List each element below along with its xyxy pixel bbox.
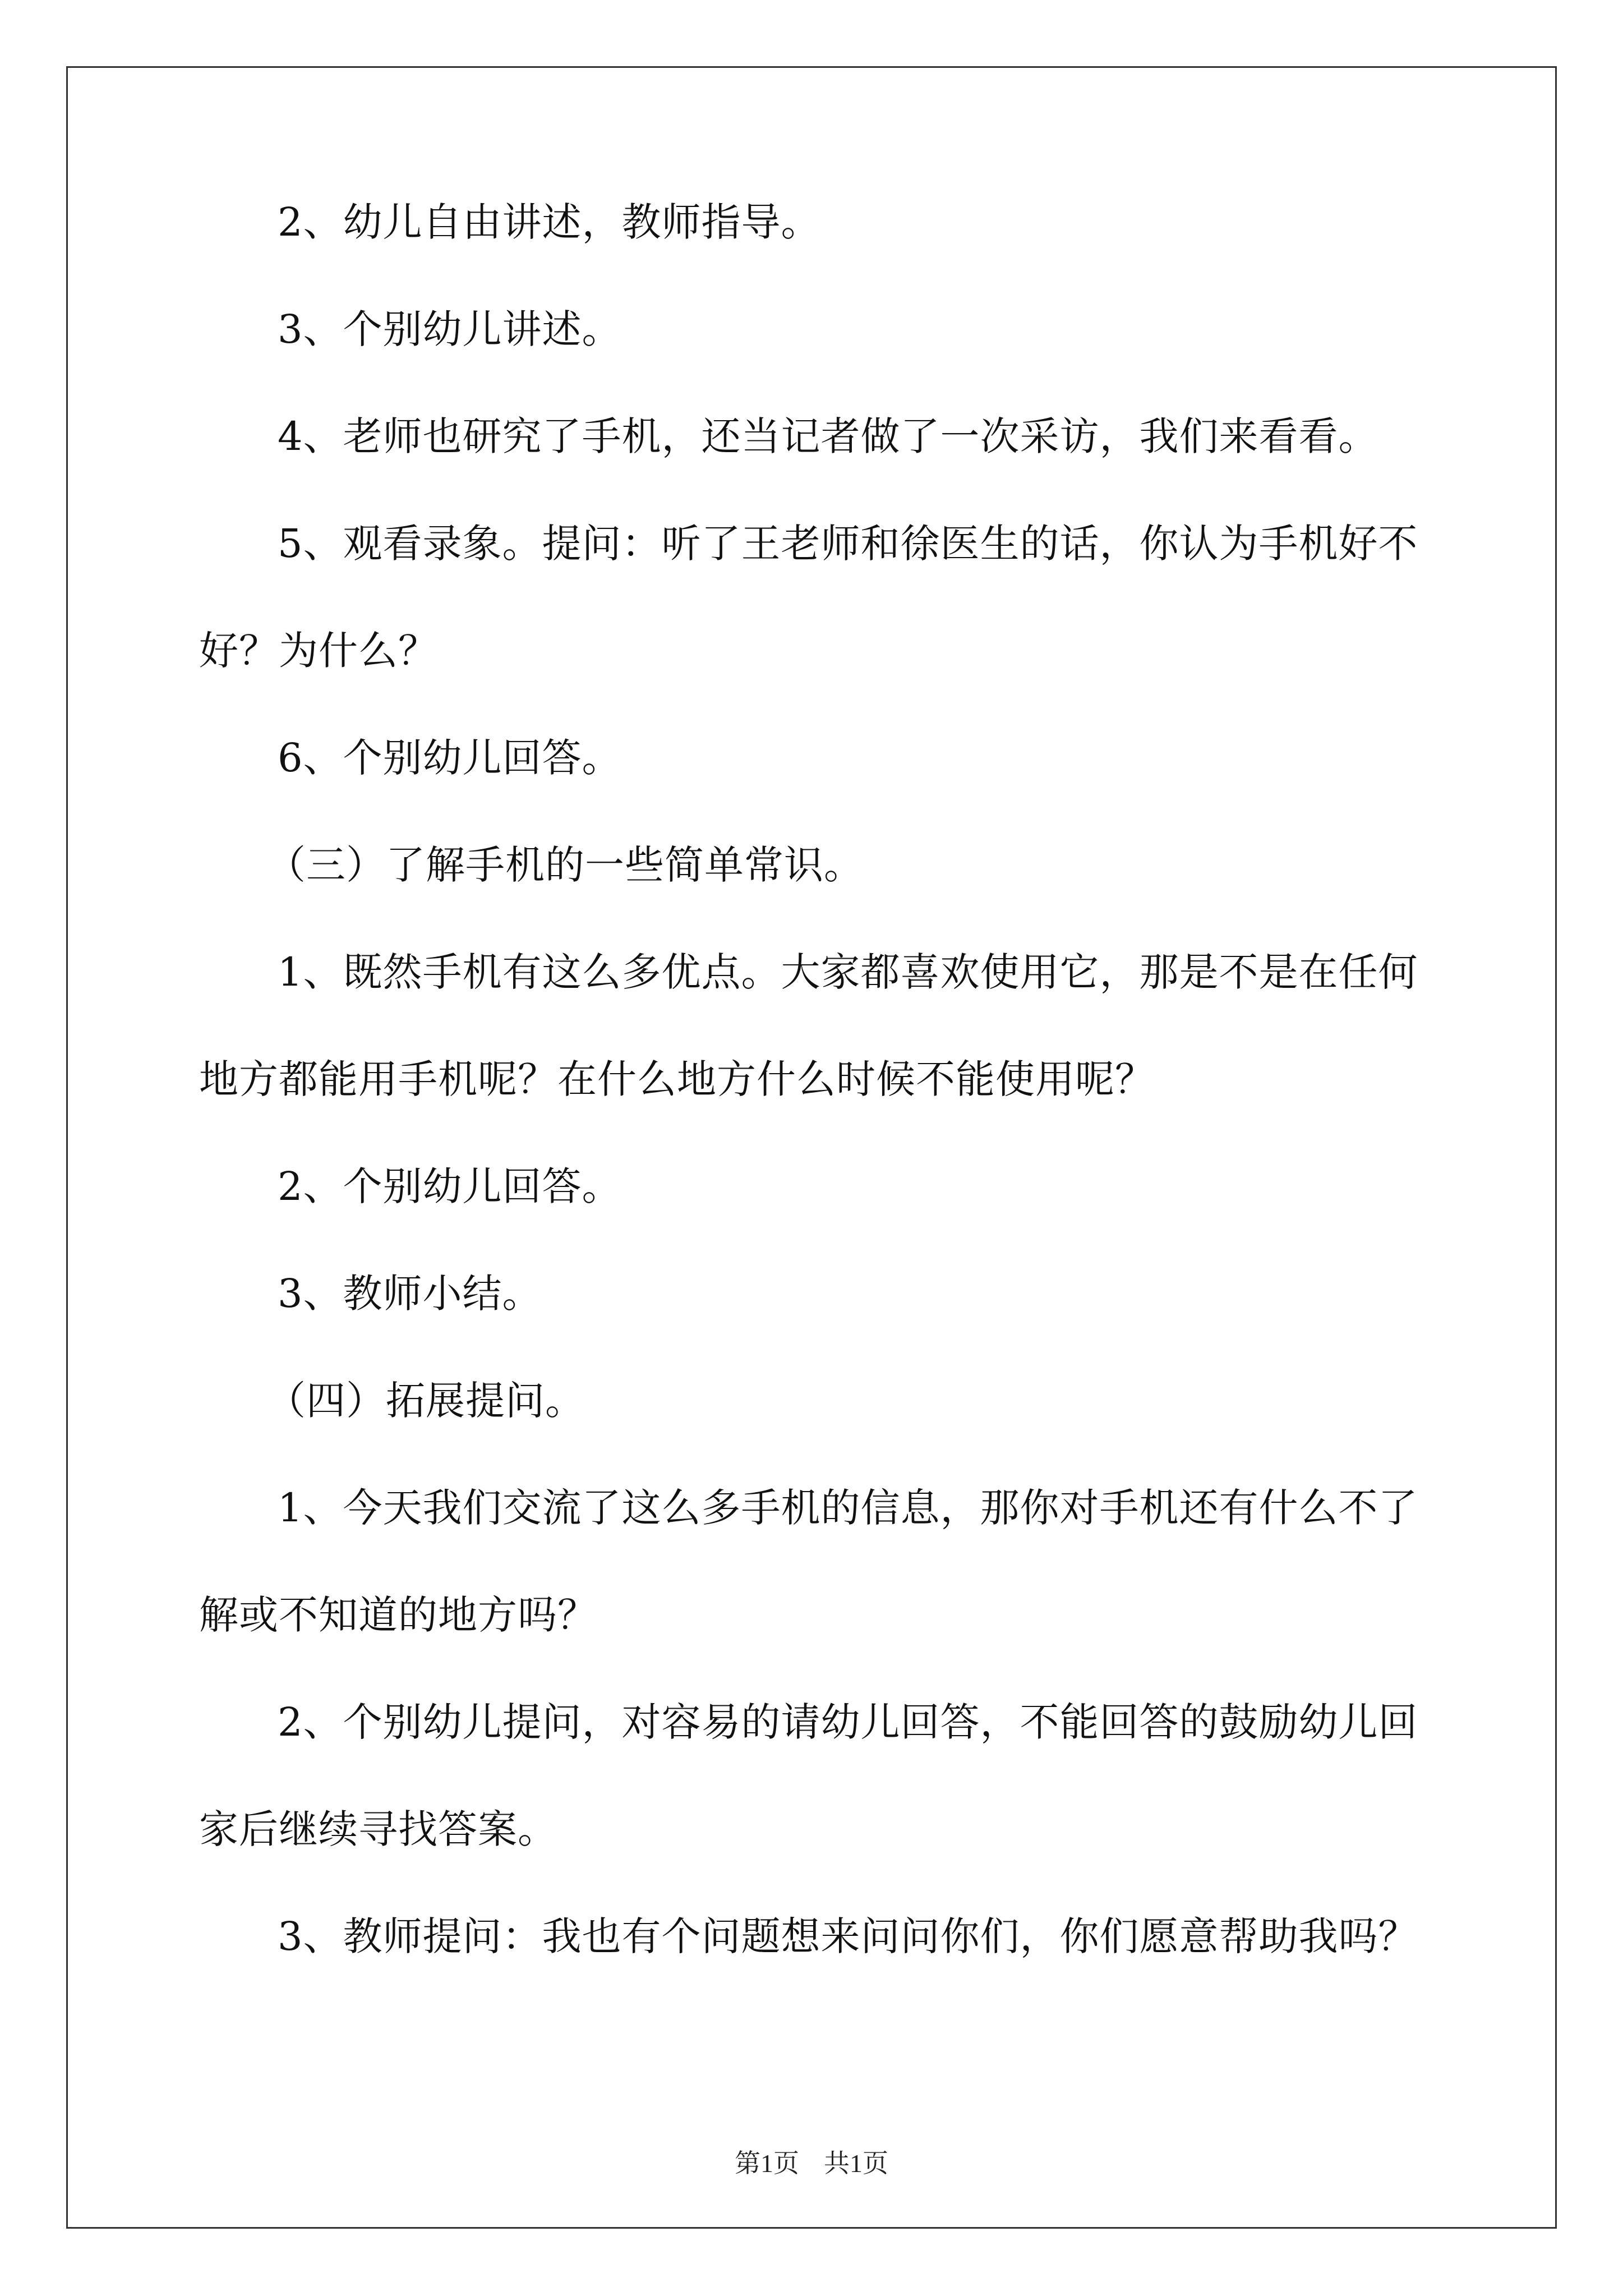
paragraph-line: 1、今天我们交流了这么多手机的信息，那你对手机还有什么不了 [278, 1485, 1418, 1531]
paragraph-line: 5、观看录象。提问：听了王老师和徐医生的话，你认为手机好不 [278, 521, 1418, 567]
document-body [199, 199, 1433, 1959]
paragraph-line: 1、既然手机有这么多优点。大家都喜欢使用它，那是不是在任何 [278, 949, 1418, 995]
paragraph-line: 2、幼儿自由讲述，教师指导。 [278, 199, 821, 245]
paragraph-line: 4、老师也研究了手机，还当记者做了一次采访，我们来看看。 [278, 413, 1378, 459]
paragraph-line: 好？为什么？ [199, 628, 438, 674]
paragraph-line: 2、个别幼儿回答。 [278, 1163, 622, 1209]
paragraph-line: 3、个别幼儿讲述。 [278, 306, 622, 352]
paragraph-line: 家后继续寻找答案。 [199, 1806, 557, 1852]
paragraph-line: 2、个别幼儿提问，对容易的请幼儿回答，不能回答的鼓励幼儿回 [278, 1699, 1418, 1745]
paragraph-line: 解或不知道的地方吗？ [199, 1592, 597, 1638]
page-number: 第1页 [735, 2149, 799, 2178]
paragraph-line: 地方都能用手机呢？在什么地方什么时候不能使用呢？ [199, 1056, 1155, 1102]
paragraph-line: （三）了解手机的一些简单常识。 [266, 842, 864, 888]
paragraph-line: （四）拓展提问。 [266, 1378, 585, 1424]
total-pages: 共1页 [824, 2149, 888, 2178]
paragraph-line: 3、教师小结。 [278, 1271, 542, 1317]
paragraph-line: 3、教师提问：我也有个问题想来问问你们，你们愿意帮助我吗？ [278, 1913, 1418, 1959]
page-footer [0, 2143, 1623, 2180]
paragraph-line: 6、个别幼儿回答。 [278, 735, 622, 781]
